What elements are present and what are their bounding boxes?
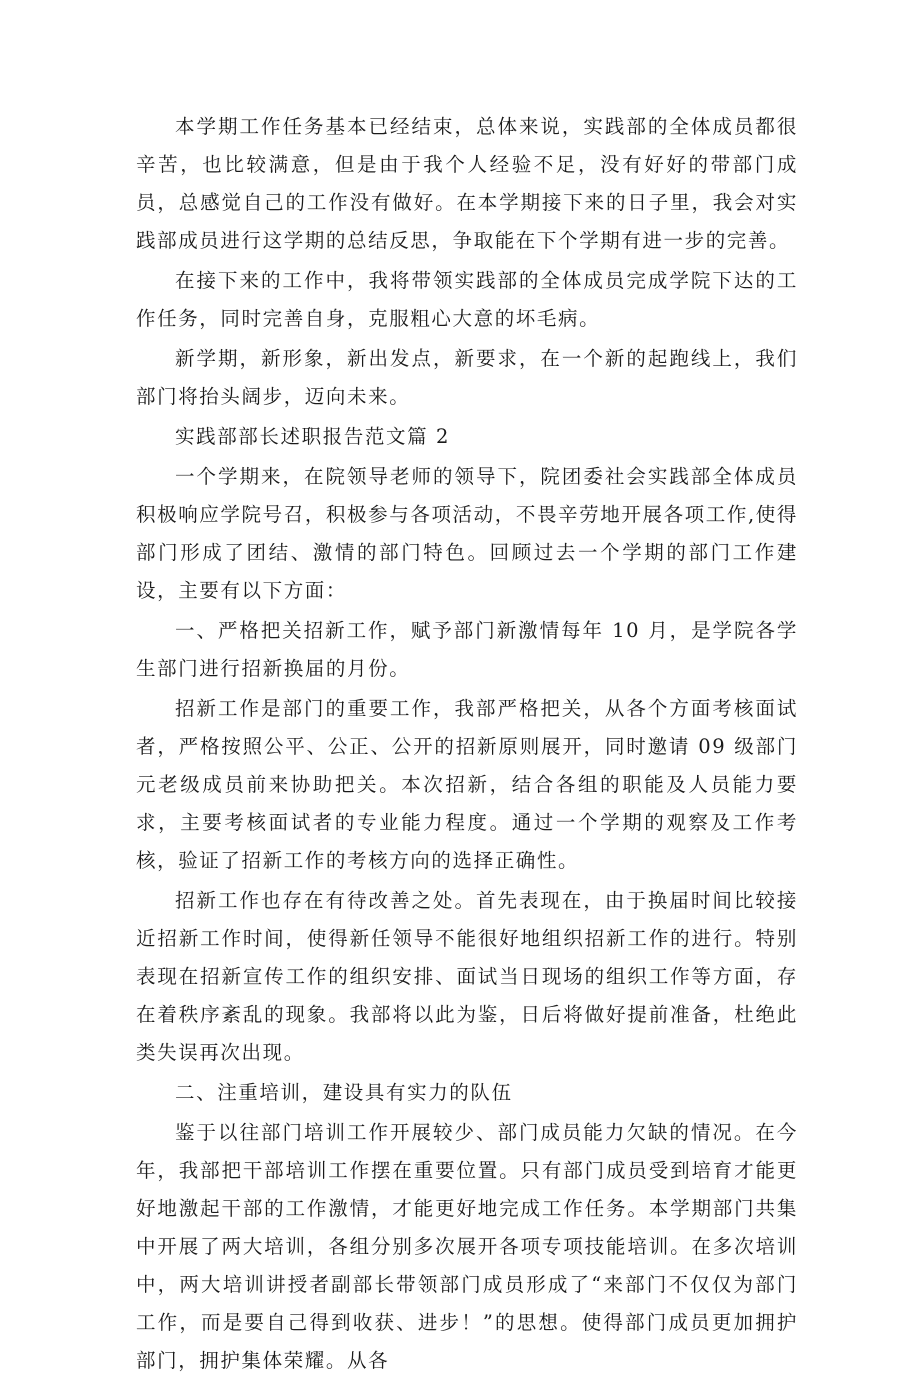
paragraph-new-semester: 新学期，新形象，新出发点，新要求，在一个新的起跑线上，我们部门将抬头阔步，迈向未来。 xyxy=(136,347,798,408)
paragraph-next-work: 在接下来的工作中，我将带领实践部的全体成员完成学院下达的工作任务，同时完善自身，克服粗心大意的坏毛病。 xyxy=(136,269,798,330)
paragraph-recruitment-heading: 一、严格把关招新工作，赋予部门新激情每年 10 月，是学院各学生部门进行招新换届的月份。 xyxy=(136,619,798,680)
paragraph-recruitment: 招新工作是部门的重要工作，我部严格把关，从各个方面考核面试者，严格按照公平、公正、公开的招新原则展开，同时邀请 09 级部门元老级成员前来协助把关。本次招新，结合各组的职能及人员能力要求，主要考核面试者的专业能力程度。通过一个学期的观察及工作考核，验证了招新工作的考核方向的选择正确性。 xyxy=(136,697,798,872)
paragraph-training-heading: 二、注重培训，建设具有实力的队伍 xyxy=(175,1081,513,1104)
paragraph-intro: 一个学期来，在院领导老师的领导下，院团委社会实践部全体成员积极响应学院号召，积极参与各项活动，不畏辛劳地开展各项工作,使得部门形成了团结、激情的部门特色。回顾过去一个学期的部门工作建设，主要有以下方面： xyxy=(136,465,798,602)
paragraph-summary: 本学期工作任务基本已经结束，总体来说，实践部的全体成员都很辛苦，也比较满意，但是由于我个人经验不足，没有好好的带部门成员，总感觉自己的工作没有做好。在本学期接下来的日子里，我会对实践部成员进行这学期的总结反思，争取能在下个学期有进一步的完善。 xyxy=(136,115,798,252)
section-title: 实践部部长述职报告范文篇 2 xyxy=(175,425,451,448)
paragraph-training: 鉴于以往部门培训工作开展较少、部门成员能力欠缺的情况。在今年，我部把干部培训工作摆在重要位置。只有部门成员受到培育才能更好地激起干部的工作激情，才能更好地完成工作任务。本学期部门共集中开展了两大培训，各组分别多次展开各项专项技能培训。在多次培训中，两大培训讲授者副部长带领部门成员形成了“来部门不仅仅为部门工作，而是要自己得到收获、进步！”的思想。使得部门成员更加拥护部门，拥护集体荣耀。从各 xyxy=(136,1121,798,1372)
paragraph-recruitment-issues: 招新工作也存在有待改善之处。首先表现在，由于换届时间比较接近招新工作时间，使得新任领导不能很好地组织招新工作的进行。特别表现在招新宣传工作的组织安排、面试当日现场的组织工作等方面，存在着秩序紊乱的现象。我部将以此为鉴，日后将做好提前准备，杜绝此类失误再次出现。 xyxy=(136,889,798,1064)
